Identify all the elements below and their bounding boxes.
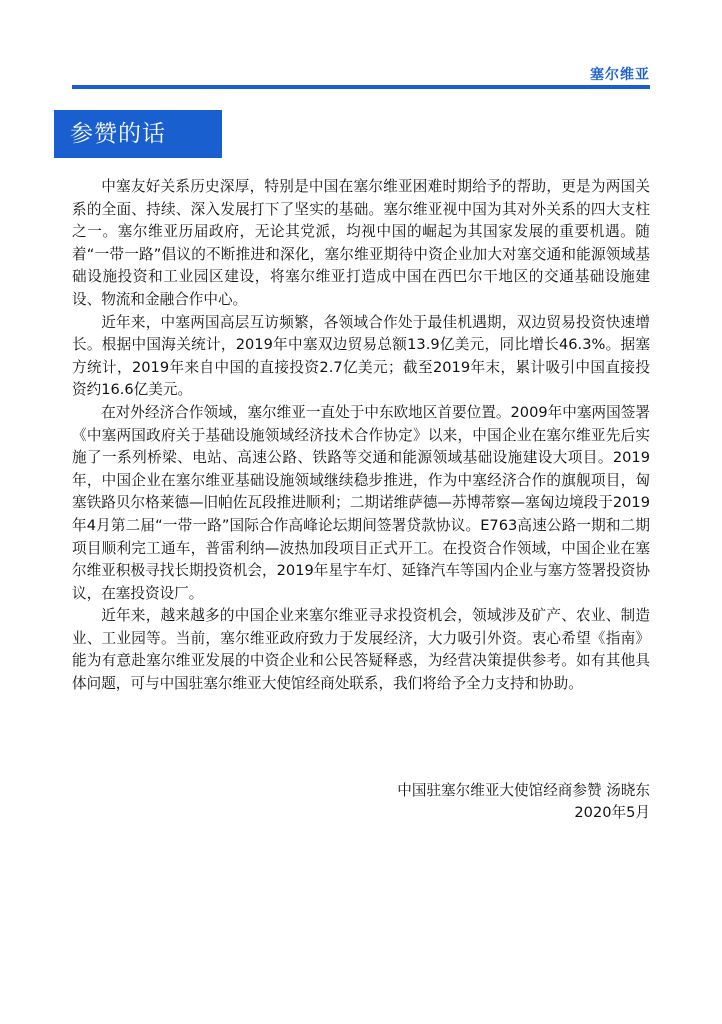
- header-country-label: 塞尔维亚: [590, 67, 650, 83]
- signature-date: 2020年5月: [574, 804, 650, 821]
- section-title-banner: 参赞的话: [54, 110, 222, 158]
- signature-author: 中国驻塞尔维亚大使馆经商参赞 汤晓东: [397, 782, 650, 799]
- paragraph-3: 在对外经济合作领域，塞尔维亚一直处于中东欧地区首要位置。2009年中塞两国签署《中塞两国政府关于基础设施领域经济技术合作协定》以来，中国企业在塞尔维亚先后实施了一系列桥梁、电站、高速公路、铁路等交通和能源领域基础设施建设大项目。2019年，中国企业在塞尔维亚基础设施领域继续稳步推进，作为中塞经济合作的旗舰项目，匈塞铁路贝尔格莱德—旧帕佐瓦段推进顺利；二期诺维萨德—苏博蒂察—塞匈边境段于2019年4月第二届“一带一路”国际合作高峰论坛期间签署贷款协议。E763高速公路一期和二期项目顺利完工通车，普雷利纳—波热加段项目正式开工。在投资合作领域，中国企业在塞尔维亚积极寻找长期投资机会，2019年星宇车灯、延锋汽车等国内企业与塞方签署投资协议，在塞投资设厂。: [72, 403, 650, 602]
- paragraph-1: 中塞友好关系历史深厚，特别是中国在塞尔维亚困难时期给予的帮助，更是为两国关系的全面、持续、深入发展打下了坚实的基础。塞尔维亚视中国为其对外关系的四大支柱之一。塞尔维亚历届政府，无论其党派，均视中国的崛起为其国家发展的重要机遇。随着“一带一路”倡议的不断推进和深化，塞尔维亚期待中资企业加大对塞交通和能源领域基础设施投资和工业园区建设，将塞尔维亚打造成中国在西巴尔干地区的交通基础设施建设、物流和金融合作中心。: [72, 178, 650, 308]
- body-text: [72, 176, 650, 696]
- paragraph-2: 近年来，中塞两国高层互访频繁，各领域合作处于最佳机遇期，双边贸易投资快速增长。根据中国海关统计，2019年中塞双边贸易总额13.9亿美元，同比增长46.3%。据塞方统计，2019年来自中国的直接投资2.7亿美元；截至2019年末，累计吸引中国直接投资约16.6亿美元。: [72, 313, 650, 399]
- signature-block: [397, 780, 650, 824]
- header-divider: [72, 85, 650, 89]
- paragraph-4: 近年来，越来越多的中国企业来塞尔维亚寻求投资机会，领域涉及矿产、农业、制造业、工业园等。当前，塞尔维亚政府致力于发展经济，大力吸引外资。衷心希望《指南》能为有意赴塞尔维亚发展的中资企业和公民答疑释惑，为经营决策提供参考。如有其他具体问题，可与中国驻塞尔维亚大使馆经商处联系，我们将给予全力支持和协助。: [72, 607, 650, 693]
